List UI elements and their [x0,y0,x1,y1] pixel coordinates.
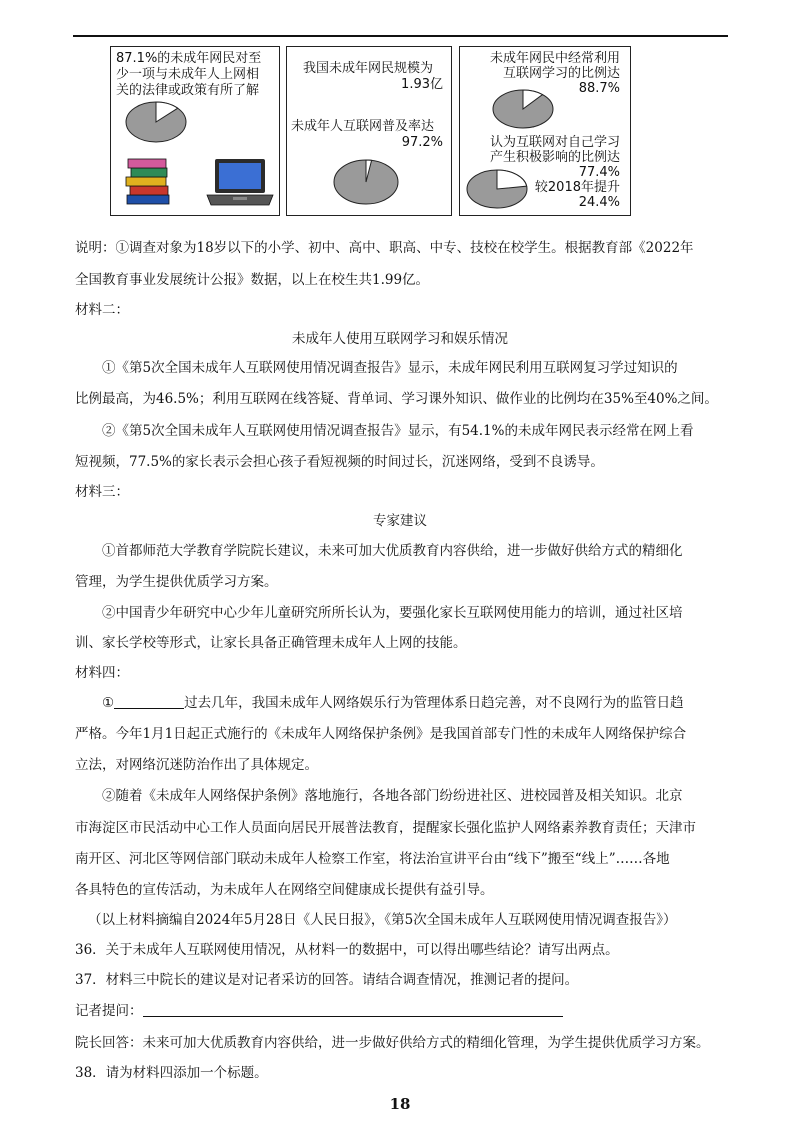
material4-p1-prefix: ① [102,695,115,711]
material4-p1-line2: 严格。今年1月1日起正式施行的《未成年人网络保护条例》是我国首部专门性的未成年人网络保护综合 [75,726,687,742]
infographic-box-awareness [110,46,280,216]
box3-a-line1: 未成年网民中经常利用 [489,51,620,66]
box2-rate-line2: 97.2% [401,135,443,150]
note-line2: 全国教育事业发展统计公报》数据，以上在校生共1.99亿。 [75,272,430,288]
box3-b-line1: 认为互联网对自己学习 [489,135,620,150]
box2-scale-line2: 1.93亿 [401,77,443,92]
box2-rate-line1: 未成年人互联网普及率达 [291,119,435,134]
material2-p2-line1: ②《第5次全国未成年人互联网使用情况调查报告》显示，有54.1%的未成年网民表示经常在网上看 [102,423,694,439]
material3-p2-line1: ②中国青少年研究中心少年儿童研究所所长认为，要强化家长互联网使用能力的培训，通过社区培 [102,605,683,621]
material2-p1-line2: 比例最高，为46.5%；利用互联网在线答疑、背单词、学习课外知识、做作业的比例均在35%至40%之间。 [75,391,718,407]
laptop-icon [205,155,275,209]
material4-label: 材料四： [75,665,129,681]
books-icon [123,155,173,209]
material3-p1-line2: 管理，为学生提供优质学习方案。 [75,574,278,590]
box3-b-line3: 77.4% [578,165,620,180]
box1-pie-chart [125,101,187,143]
title-blank [114,694,184,709]
infographic-box-learning [459,46,631,216]
box1-text-line2: 少一项与未成年人上网相 [116,67,260,82]
material2-p1-line1: ①《第5次全国未成年人互联网使用情况调查报告》显示，未成年网民利用互联网复习学过知识的 [102,360,678,376]
material4-p1-line3: 立法，对网络沉迷防治作出了具体规定。 [75,757,318,773]
material2-p2-line2: 短视频，77.5%的家长表示会担心孩子看短视频的时间过长，沉迷网络，受到不良诱导。 [75,454,604,470]
reporter-question-line [75,1001,563,1021]
material3-p2-line2: 训、家长学校等形式，让家长具备正确管理未成年人上网的技能。 [75,635,467,651]
material4-p2-line3: 南开区、河北区等网信部门联动未成年人检察工作室，将法治宣讲平台由“线下”搬至“线上”……各地 [75,851,670,867]
material2-title: 未成年人使用互联网学习和娱乐情况 [292,331,508,347]
material4-p1-line1 [102,693,684,713]
infographic-box-scale [286,46,452,216]
box3-pie-chart-b [466,169,528,209]
material4-p2-line2: 市海淀区市民活动中心工作人员面向居民开展普法教育，提醒家长强化监护人网络素养教育责任；天津市 [75,820,696,836]
box3-b-line2: 产生积极影响的比例达 [489,150,620,165]
box2-pie-chart [333,159,399,205]
box3-pie-chart-a [492,89,554,129]
box2-scale-line1: 我国未成年网民规模为 [303,61,434,76]
box3-pie-slice-b [497,170,527,189]
page-number: 18 [389,1095,411,1113]
material4-p2-line1: ②随着《未成年人网络保护条例》落地施行，各地各部门纷纷进社区、进校园普及相关知识。北京 [102,788,683,804]
box1-text-line1: 87.1%的未成年网民对至 [116,51,262,66]
material3-p1-line1: ①首都师范大学教育学院院长建议，未来可加大优质教育内容供给，进一步做好供给方式的精细化 [102,543,683,559]
material2-label: 材料二： [75,302,129,318]
reporter-label: 记者提问： [75,1003,143,1019]
reporter-answer-blank[interactable] [143,1002,563,1017]
material4-p2-line4: 各具特色的宣传活动，为未成年人在网络空间健康成长提供有益引导。 [75,882,494,898]
box3-a-line3: 88.7% [578,81,620,96]
box3-b-line5: 24.4% [578,195,620,210]
box1-text-line3: 关的法律或政策有所了解 [116,83,260,98]
question-38: 38．请为材料四添加一个标题。 [75,1065,268,1081]
box3-b-line4: 较2018年提升 [534,180,620,195]
material3-label: 材料三： [75,484,129,500]
top-rule [73,35,728,37]
question-37: 37．材料三中院长的建议是对记者采访的回答。请结合调查情况，推测记者的提问。 [75,972,579,988]
box3-a-line2: 互联网学习的比例达 [502,66,620,81]
question-36: 36．关于未成年人互联网使用情况，从材料一的数据中，可以得出哪些结论？请写出两点。 [75,942,619,958]
material3-title: 专家建议 [373,513,427,529]
note-line1: 说明：①调查对象为18岁以下的小学、初中、高中、职高、中专、技校在校学生。根据教育部《2022年 [75,240,694,256]
material4-p1-line1-text: 过去几年，我国未成年人网络娱乐行为管理体系日趋完善，对不良网行为的监管日趋 [184,695,684,711]
source-note: （以上材料摘编自2024年5月28日《人民日报》，《第5次全国未成年人互联网使用情况调查报告》） [88,912,677,928]
dean-answer: 院长回答：未来可加大优质教育内容供给，进一步做好供给方式的精细化管理，为学生提供优质学习方案。 [75,1035,710,1051]
